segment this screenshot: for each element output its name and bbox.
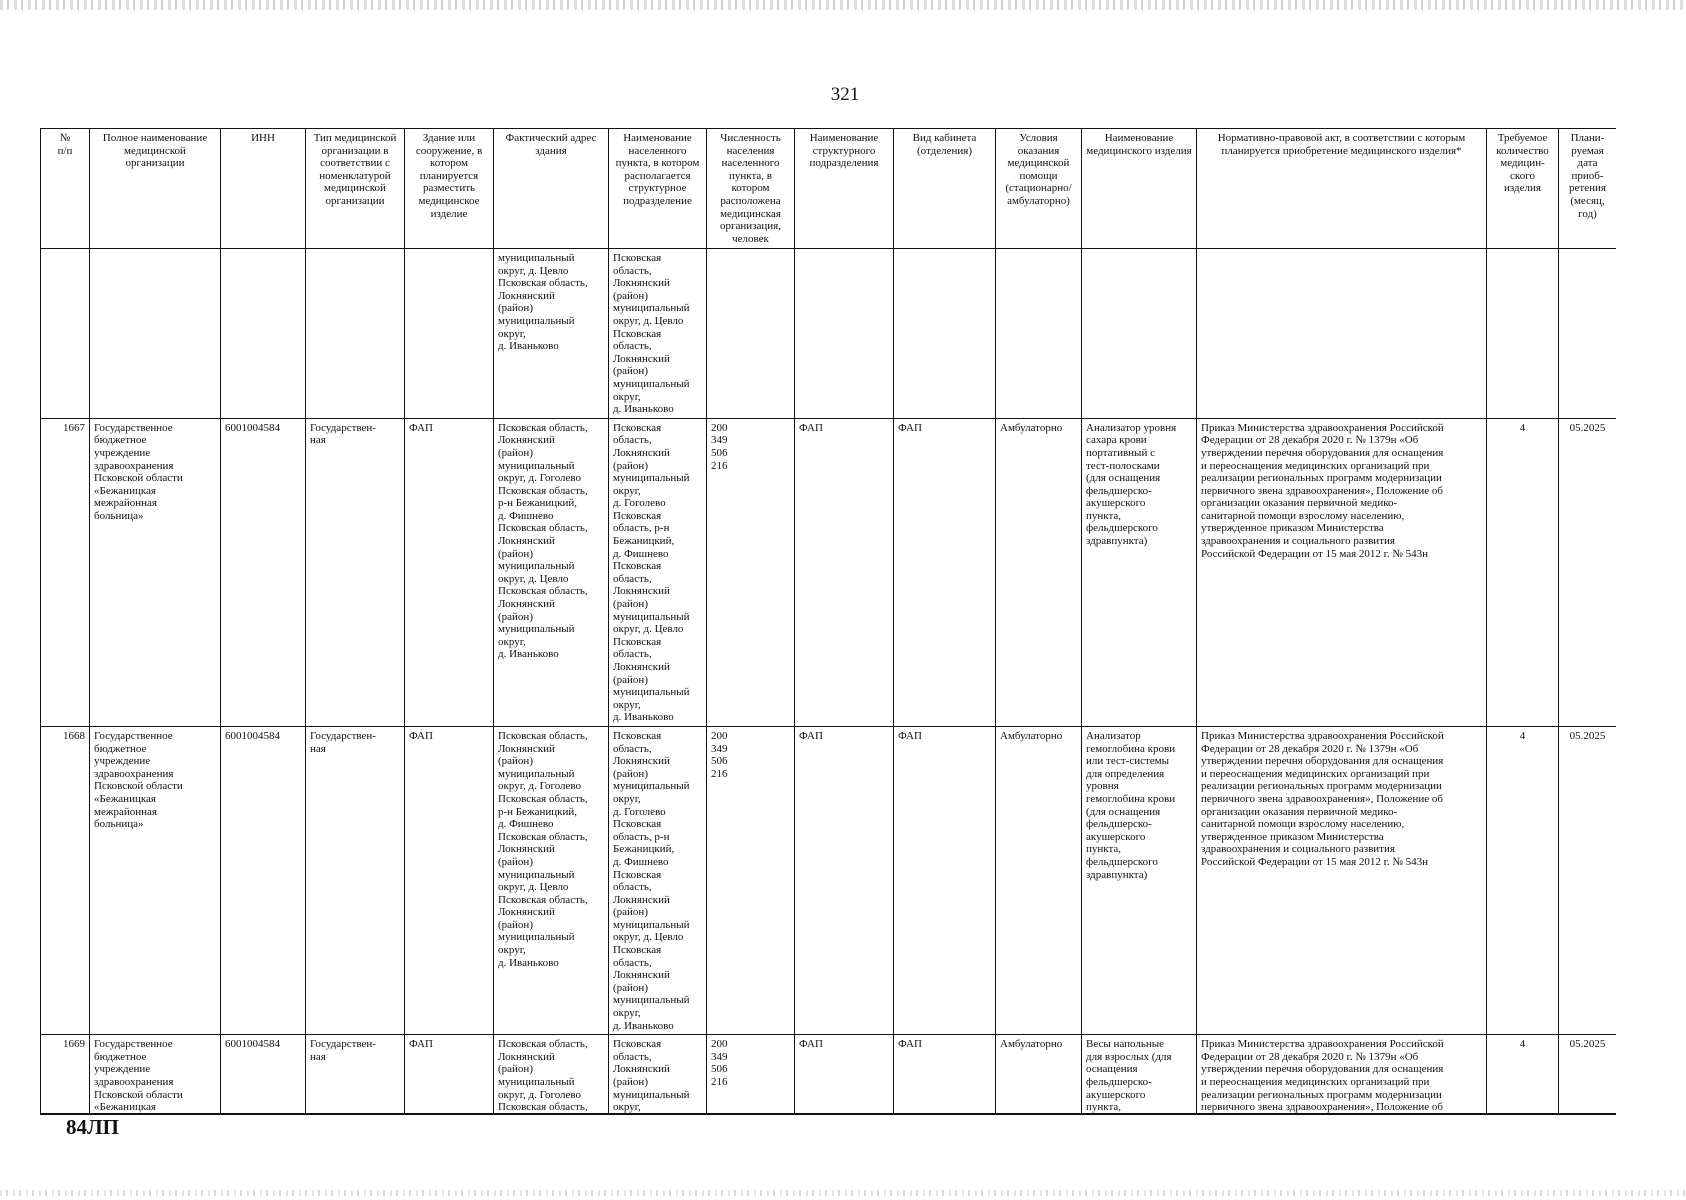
cell-address: Псковская область, Локнянский (район) муниципальный округ, д. Гоголево Псковская область, р-н Бежаницкий, д. Фишнево Псковская область, Локнянский (район) муниципальный округ, д. Цевло Псковская область, Локнянский (район) муниципальный округ, д. Иваньково [494,418,609,726]
cell-inn: 6001004584 [221,418,306,726]
cell-device: Весы напольные для взрослых (для оснащения фельдшерско- акушерского пункта, [1082,1035,1197,1115]
cell-unit: ФАП [795,1035,894,1115]
cell-act: Приказ Министерства здравоохранения Российской Федерации от 28 декабря 2020 г. № 1379н «Об утверждении перечня оборудования для оснащения и переоснащения медицинских организаций при реализации региональных программ модернизации первичного звена здравоохранения», Положение об организации оказания первичной медико- санитарной помощи взрослому населению, утвержденное приказом Министерства здравоохранения и социального развития Российской Федерации от 15 мая 2012 г. № 543н [1197,418,1487,726]
table-row [41,418,1617,726]
scan-edge-bottom [0,1190,1686,1196]
cell-empty [90,249,221,419]
scan-edge-top [0,0,1686,10]
table-row [41,726,1617,1034]
cell-empty [1082,249,1197,419]
cell-cabinet: ФАП [894,726,996,1034]
cell-device: Анализатор уровня сахара крови портативный с тест-полосками (для оснащения фельдшерско- акушерского пункта, фельдшерского здравпункта) [1082,418,1197,726]
cell-date: 05.2025 [1559,726,1617,1034]
equipment-table-wrapper [40,128,1616,1115]
cell-unit: ФАП [795,726,894,1034]
cell-building: ФАП [405,1035,494,1115]
cell-qty: 4 [1487,418,1559,726]
cell-conditions: Амбулаторно [996,1035,1082,1115]
cell-settlement: Псковская область, Локнянский (район) муниципальный округ, д. Гоголево Псковская область, р-н Бежаницкий, д. Фишнево Псковская область, Локнянский (район) муниципальный округ, д. Цевло Псковская область, Локнянский (район) муниципальный округ, д. Иваньково [609,418,707,726]
cell-population: 200 349 506 216 [707,1035,795,1115]
cell-unit: ФАП [795,418,894,726]
cell-org: Государственное бюджетное учреждение здравоохранения Псковской области «Бежаницкая [90,1035,221,1115]
cell-address: Псковская область, Локнянский (район) муниципальный округ, д. Гоголево Псковская область, [494,1035,609,1115]
header-cell-address: Фактический адрес здания [494,129,609,249]
header-cell-device: Наименование медицинского изделия [1082,129,1197,249]
table-body [41,249,1617,1116]
cell-population: 200 349 506 216 [707,418,795,726]
header-cell-act: Нормативно-правовой акт, в соответствии с которым планируется приобретение медицинского изделия* [1197,129,1487,249]
header-cell-unit: Наименование структурного подразделения [795,129,894,249]
cell-device: Анализатор гемоглобина крови или тест-системы для определения уровня гемоглобина крови (для оснащения фельдшерско- акушерского пункта, фельдшерского здравпункта) [1082,726,1197,1034]
cell-inn: 6001004584 [221,726,306,1034]
header-cell-num: № п/п [41,129,90,249]
cell-act: Приказ Министерства здравоохранения Российской Федерации от 28 декабря 2020 г. № 1379н «Об утверждении перечня оборудования для оснащения и переоснащения медицинских организаций при реализации региональных программ модернизации первичного звена здравоохранения», Положение об [1197,1035,1487,1115]
header-cell-inn: ИНН [221,129,306,249]
header-row [41,129,1617,249]
cell-address: муниципальный округ, д. Цевло Псковская область, Локнянский (район) муниципальный округ, д. Иваньково [494,249,609,419]
header-cell-date: Плани-руемая дата приоб-ретения (месяц, год) [1559,129,1617,249]
cell-num: 1669 [41,1035,90,1115]
cell-empty [41,249,90,419]
header-cell-conditions: Условия оказания медицинской помощи (стационарно/ амбулаторно) [996,129,1082,249]
cell-org: Государственное бюджетное учреждение здравоохранения Псковской области «Бежаницкая межрайонная больница» [90,418,221,726]
header-cell-building: Здание или сооружение, в котором планируется разместить медицинское изделие [405,129,494,249]
cell-empty [894,249,996,419]
cell-cabinet: ФАП [894,1035,996,1115]
cell-date: 05.2025 [1559,418,1617,726]
cell-num: 1668 [41,726,90,1034]
cell-building: ФАП [405,418,494,726]
cell-org: Государственное бюджетное учреждение здравоохранения Псковской области «Бежаницкая межрайонная больница» [90,726,221,1034]
header-cell-org: Полное наименование медицинской организации [90,129,221,249]
cell-empty [405,249,494,419]
header-cell-population: Численность населения населенного пункта, в котором расположена медицинская организация, человек [707,129,795,249]
cell-empty [1197,249,1487,419]
cell-empty [306,249,405,419]
cell-settlement: Псковская область, Локнянский (район) муниципальный округ, д. Цевло Псковская область, Локнянский (район) муниципальный округ, д. Иваньково [609,249,707,419]
cell-empty [996,249,1082,419]
cell-empty [1559,249,1617,419]
header-cell-cabinet: Вид кабинета (отделения) [894,129,996,249]
table-row-continuation [41,249,1617,419]
cell-act: Приказ Министерства здравоохранения Российской Федерации от 28 декабря 2020 г. № 1379н «Об утверждении перечня оборудования для оснащения и переоснащения медицинских организаций при реализации региональных программ модернизации первичного звена здравоохранения», Положение об организации оказания первичной медико- санитарной помощи взрослому населению, утвержденное приказом Министерства здравоохранения и социального развития Российской Федерации от 15 мая 2012 г. № 543н [1197,726,1487,1034]
cell-conditions: Амбулаторно [996,726,1082,1034]
page-number: 321 [830,84,860,105]
cell-population: 200 349 506 216 [707,726,795,1034]
equipment-table [40,128,1616,1115]
cell-settlement: Псковская область, Локнянский (район) муниципальный округ, [609,1035,707,1115]
cell-building: ФАП [405,726,494,1034]
cell-qty: 4 [1487,1035,1559,1115]
cell-qty: 4 [1487,726,1559,1034]
cell-inn: 6001004584 [221,1035,306,1115]
cell-num: 1667 [41,418,90,726]
cell-settlement: Псковская область, Локнянский (район) муниципальный округ, д. Гоголево Псковская область, р-н Бежаницкий, д. Фишнево Псковская область, Локнянский (район) муниципальный округ, д. Цевло Псковская область, Локнянский (район) муниципальный округ, д. Иваньково [609,726,707,1034]
cell-empty [221,249,306,419]
document-code: 84ЛП [66,1115,119,1139]
cell-type: Государствен- ная [306,726,405,1034]
table-row [41,1035,1617,1115]
cell-type: Государствен- ная [306,1035,405,1115]
cell-address: Псковская область, Локнянский (район) муниципальный округ, д. Гоголево Псковская область, р-н Бежаницкий, д. Фишнево Псковская область, Локнянский (район) муниципальный округ, д. Цевло Псковская область, Локнянский (район) муниципальный округ, д. Иваньково [494,726,609,1034]
cell-empty [795,249,894,419]
header-cell-settlement: Наименование населенного пункта, в котором располагается структурное подразделение [609,129,707,249]
header-cell-type: Тип медицинской организации в соответствии с номенклатурой медицинской организации [306,129,405,249]
cell-empty [1487,249,1559,419]
table-header [41,129,1617,249]
cell-date: 05.2025 [1559,1035,1617,1115]
cell-type: Государствен- ная [306,418,405,726]
header-cell-qty: Требуемое количество медицин-ского изделия [1487,129,1559,249]
cell-empty [707,249,795,419]
cell-cabinet: ФАП [894,418,996,726]
cell-conditions: Амбулаторно [996,418,1082,726]
